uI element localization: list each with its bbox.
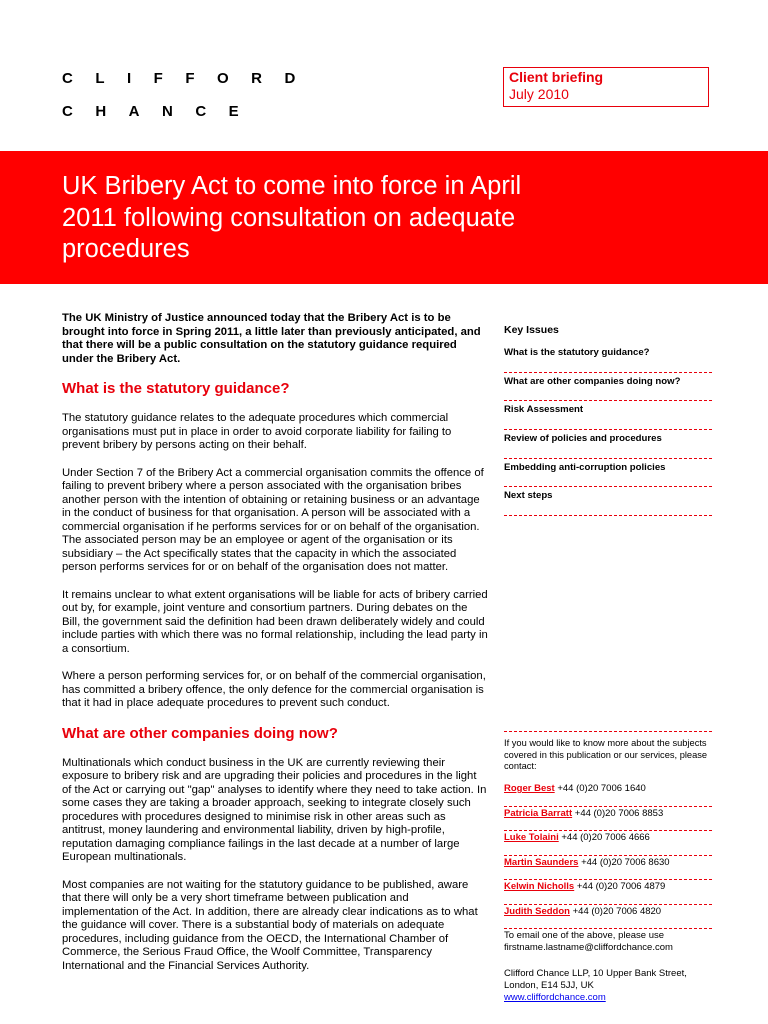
logo-line-1: CLIFFORD [62, 70, 318, 87]
body-paragraph: It remains unclear to what extent organisations will be liable for acts of bribery carried out by, for example, joint venture and consortium partners. During debates on the Bill, the government said the definition had been drawn deliberately widely and could include parties with which there was no formal relationship, including the lead party in a consortium. [62, 588, 488, 655]
contact-phone: +44 (0)20 7006 8630 [581, 856, 670, 868]
client-briefing-box [503, 67, 709, 107]
key-issue-item[interactable]: Review of policies and procedures [504, 430, 712, 459]
body-paragraph: Most companies are not waiting for the statutory guidance to be published, aware that there will only be a very short timeframe between publication and implementation of the Act. In addition, there are already clear indications as to what the guidance will cover. There is a substantial body of materials on adequate procedures, including guidance from the OECD, the International Chamber of Commerce, the Serious Fraud Office, the Woolf Committee, Transparency International and the Financial Services Authority. [62, 878, 478, 972]
email-note [504, 930, 712, 954]
briefing-date: July 2010 [509, 86, 569, 102]
firm-address [504, 968, 712, 1004]
body-paragraph: The statutory guidance relates to the adequate procedures which commercial organisations must put in place in order to avoid corporate liability for failing to prevent bribery by persons acting on their behalf. [62, 412, 452, 451]
intro-paragraph: The UK Ministry of Justice announced today that the Bribery Act is to be brought into force in Spring 2011, a little later than previously anticipated, and that there will be a public consultation on the statutory guidance required under the Bribery Act. [62, 312, 481, 365]
key-issue-item[interactable]: Next steps [504, 487, 712, 516]
contact-list [504, 782, 712, 929]
contact-name-link[interactable]: Martin Saunders [504, 856, 579, 868]
main-column [62, 312, 488, 987]
contact-phone: +44 (0)20 7006 4820 [572, 905, 662, 917]
address-line: London, E14 5JJ, UK [504, 980, 594, 991]
email-format: firstname.lastname@cliffordchance.com [504, 942, 673, 953]
contact-row [504, 807, 712, 832]
key-issues-list [504, 344, 712, 516]
contact-row [504, 782, 712, 807]
contact-row [504, 831, 712, 856]
key-issue-item[interactable]: Risk Assessment [504, 401, 712, 430]
contact-intro: If you would like to know more about the subjects covered in this publication or our services, please contact: [504, 738, 708, 771]
briefing-label: Client briefing [509, 69, 604, 85]
contact-phone: +44 (0)20 7006 4879 [576, 881, 666, 892]
section-heading-statutory-guidance: What is the statutory guidance? [62, 380, 290, 397]
contact-phone: +44 (0)20 7006 4666 [561, 832, 650, 843]
key-issue-item[interactable]: Embedding anti-corruption policies [504, 459, 712, 488]
title-banner [0, 151, 768, 284]
contact-name-link[interactable]: Kelwin Nicholls [504, 881, 575, 892]
key-issue-item[interactable]: What are other companies doing now? [504, 373, 712, 402]
body-paragraph: Where a person performing services for, or on behalf of the commercial organisation, has committed a bribery offence, the only defence for the commercial organisation is that it had in place adequate procedures to prevent such conduct. [62, 670, 486, 709]
section-heading-other-companies: What are other companies doing now? [62, 724, 338, 742]
logo-line-2: CHANCE [62, 103, 262, 120]
contact-row [504, 856, 712, 881]
contact-phone: +44 (0)20 7006 1640 [557, 783, 646, 794]
contact-name-link[interactable]: Judith Seddon [504, 905, 570, 917]
website-link[interactable]: www.cliffordchance.com [504, 992, 606, 1003]
contact-row [504, 880, 712, 905]
key-issue-item[interactable]: What is the statutory guidance? [504, 344, 712, 373]
contact-row [504, 905, 712, 930]
divider [504, 731, 712, 732]
body-paragraph: Multinationals which conduct business in the UK are currently reviewing their exposure to bribery risk and are upgrading their policies and procedures in the light of the Act or carrying out "gap" analyses to identify where they need to take action. In some cases they are taking a broader approach, seeking to integrate closely such procedures with procedures designed to minimise risk in other areas such as antitrust, money laundering and environmental liability, driven by high-profile, reputation damaging compliance failings in the last decade at a number of large European multinationals. [62, 756, 487, 863]
body-paragraph: Under Section 7 of the Bribery Act a commercial organisation commits the offence of failing to prevent bribery where a person associated with the organisation bribes another person with the intention of obtaining or retaining business or an advantage in the conduct of business for that organisation. A person will be associated with a commercial organisation if he performs services for or on behalf of the organisation. The associated person may be an employee or agent of the organisation or its subsidiary – the Act specifically states that the capacity in which the associated person performs services for or on behalf of the organisation does not matter. [62, 466, 484, 573]
email-note-line: To email one of the above, please use [504, 930, 665, 941]
clifford-chance-logo [62, 62, 318, 128]
contact-phone: +44 (0)20 7006 8853 [574, 807, 664, 819]
contact-name-link[interactable]: Luke Tolaini [504, 832, 559, 843]
contact-name-link[interactable]: Roger Best [504, 783, 555, 794]
contact-name-link[interactable]: Patricia Barratt [504, 807, 573, 819]
document-title: UK Bribery Act to come into force in April 2011 following consultation on adequate procedures [62, 172, 522, 263]
key-issues-title: Key Issues [504, 324, 559, 336]
address-line: Clifford Chance LLP, 10 Upper Bank Street, [504, 968, 687, 979]
